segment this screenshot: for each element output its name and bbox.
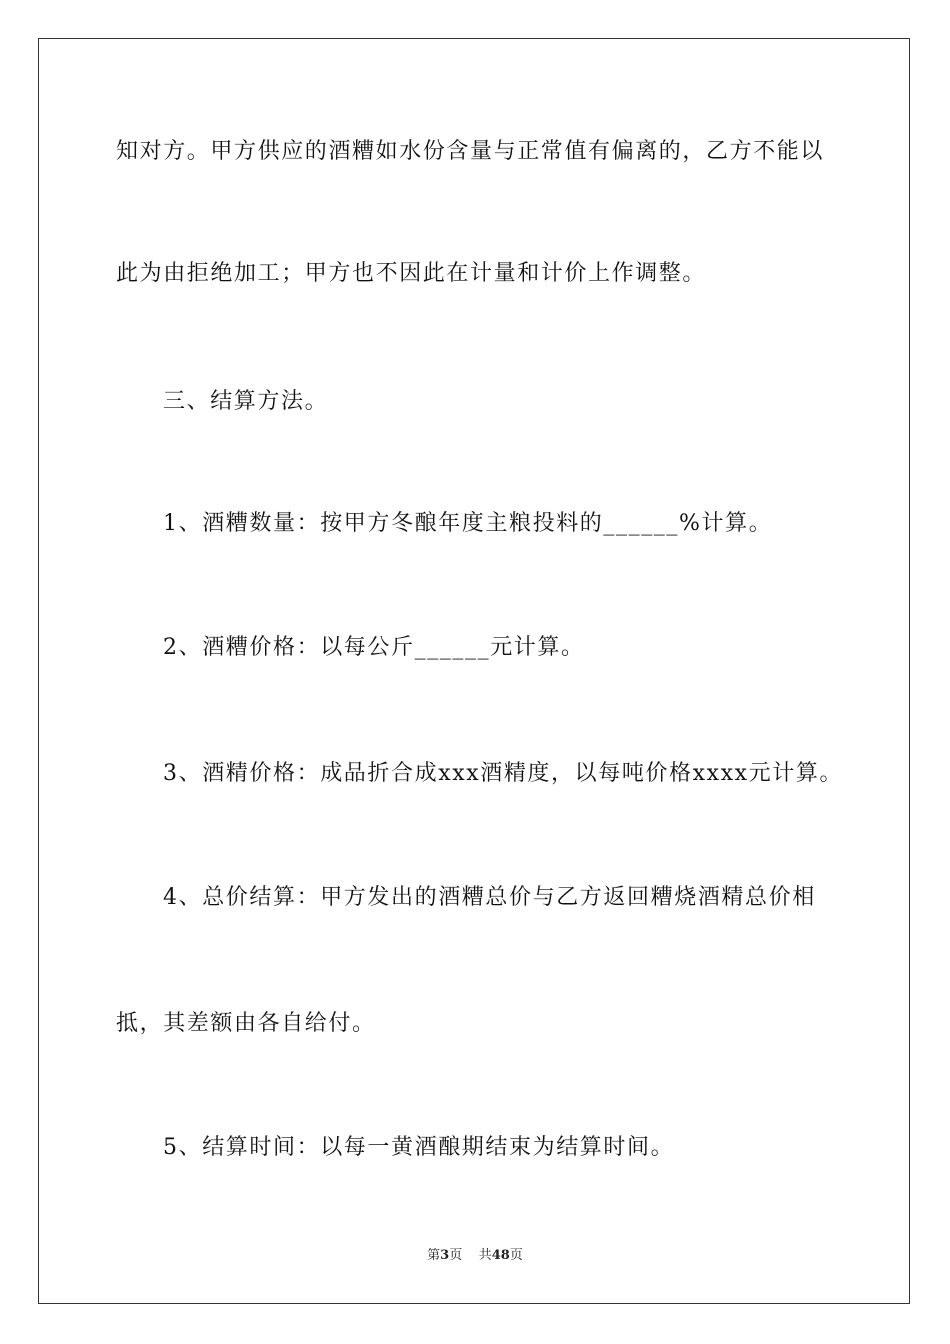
footer-total-prefix: 共 xyxy=(478,1248,492,1263)
footer-page-number: 3 xyxy=(440,1248,450,1263)
footer-total-suffix: 页 xyxy=(509,1248,523,1263)
page-footer xyxy=(0,1247,950,1265)
page-frame xyxy=(38,38,910,1304)
paragraph-line: 此为由拒绝加工；甲方也不因此在计量和计价上作调整。 xyxy=(116,261,707,286)
list-item: 3、酒精价格：成品折合成xxx酒精度，以每吨价格xxxx元计算。 xyxy=(163,761,844,786)
footer-prefix: 第 xyxy=(427,1248,441,1263)
paragraph-line: 知对方。甲方供应的酒糟如水份含量与正常值有偏离的，乙方不能以 xyxy=(116,139,825,164)
paragraph-line: 抵，其差额由各自给付。 xyxy=(116,1011,376,1036)
footer-page-suffix: 页 xyxy=(449,1248,463,1263)
list-item: 1、酒糟数量：按甲方冬酿年度主粮投料的______%计算。 xyxy=(163,511,773,536)
list-item: 4、总价结算：甲方发出的酒糟总价与乙方返回糟烧酒精总价相 xyxy=(163,885,816,910)
section-heading: 三、结算方法。 xyxy=(163,389,329,414)
list-item: 2、酒糟价格：以每公斤______元计算。 xyxy=(163,635,585,660)
footer-total-pages: 48 xyxy=(491,1248,510,1263)
list-item: 5、结算时间：以每一黄酒酿期结束为结算时间。 xyxy=(163,1135,675,1160)
